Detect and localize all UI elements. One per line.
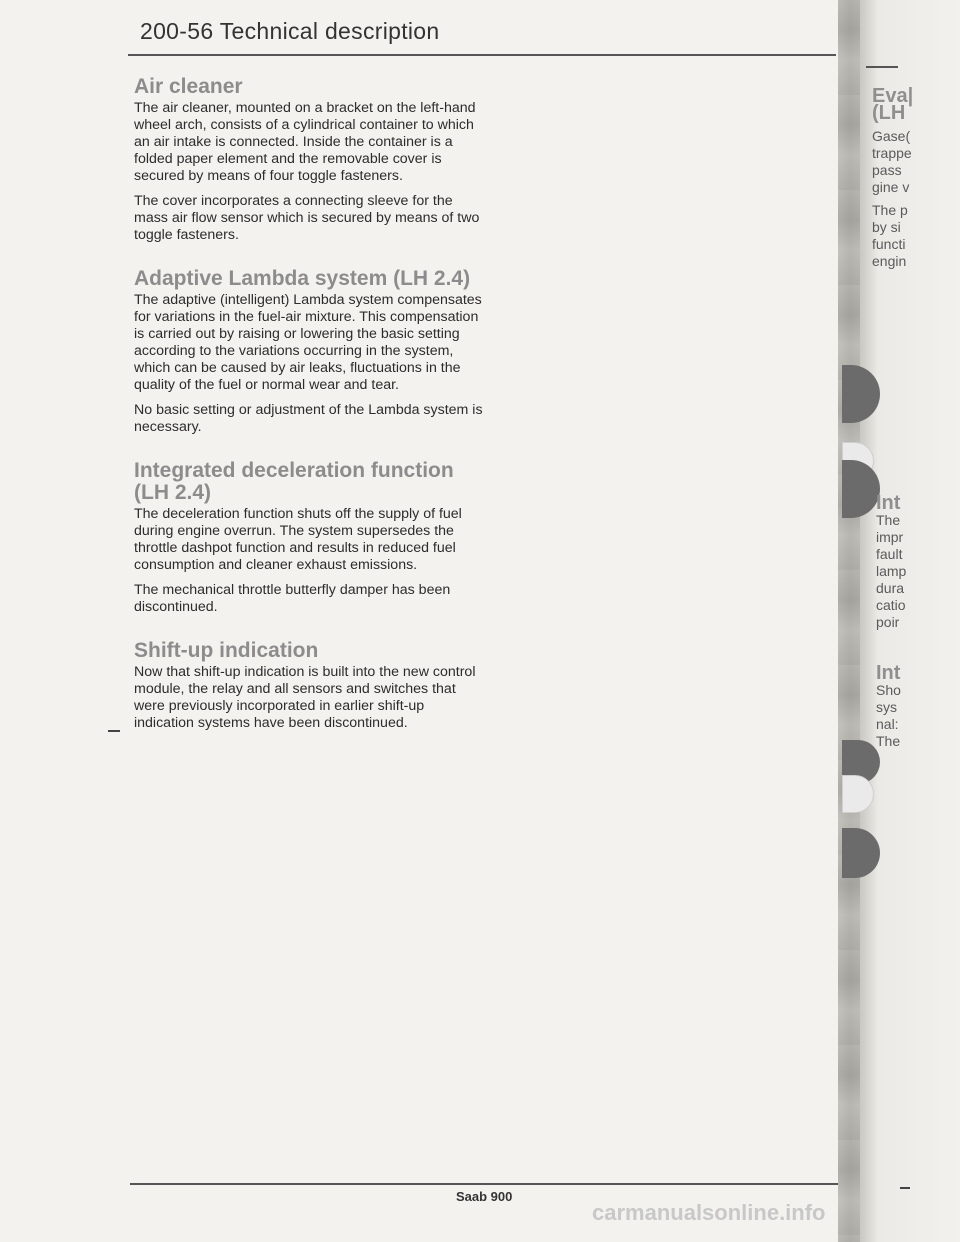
right-page-line: gine v <box>872 179 910 195</box>
right-page-line: by si <box>872 219 901 235</box>
paragraph: The air cleaner, mounted on a bracket on the left-hand wheel arch, consists of a cylindrical container to which an air intake is connected. Inside the container is a folded paper element and the removable cover is secured by means of four toggle fasteners. <box>134 100 476 184</box>
rp-dash <box>866 66 898 68</box>
paragraph: The mechanical throttle butterfly damper has been discontinued. <box>134 582 451 615</box>
right-page-content <box>872 85 914 270</box>
paragraph: The deceleration function shuts off the supply of fuel during engine overrun. The system supersedes the throttle dashpot function and results in reduced fuel consumption and cleaner exhaust emissions. <box>134 506 462 573</box>
margin-dash <box>108 730 120 732</box>
right-page-line: sys <box>876 699 897 715</box>
right-page-title: Int <box>876 492 901 514</box>
header-rule <box>128 54 836 56</box>
paragraph: The adaptive (intelligent) Lambda system compensates for variations in the fuel-air mixture. This compensation is carried out by raising or lowering the basic setting according to the variations occurring in the system, which can be caused by air leaks, fluctuations in the quality of the fuel or normal wear and tear. <box>134 292 482 393</box>
paragraph: Now that shift-up indication is built into the new control module, the relay and all sensors and switches that were previously incorporated in earlier shift-up indication systems have been discontinued. <box>134 664 476 731</box>
right-page-line: engin <box>872 253 907 269</box>
page-footer: Saab 900 <box>456 1189 513 1204</box>
section-title-shift-up: Shift-up indication <box>134 639 319 662</box>
right-page-line: Gase( <box>872 128 911 144</box>
page-header: 200-56 Technical description <box>140 18 440 44</box>
page-edge-shadow <box>838 0 860 1242</box>
paragraph: No basic setting or adjustment of the Lambda system is necessary. <box>134 402 483 435</box>
right-page-line: impr <box>876 529 904 545</box>
right-page-title: Eva| <box>872 85 914 107</box>
right-page-title: (LH <box>872 102 906 124</box>
section-title-deceleration: Integrated deceleration function (LH 2.4) <box>134 459 454 504</box>
right-page-line: nal: <box>876 716 899 732</box>
right-page-line: functi <box>872 236 906 252</box>
right-page-title: Int <box>876 662 901 684</box>
right-page-line: trappe <box>872 145 912 161</box>
right-page-line: dura <box>876 580 905 596</box>
right-page-line: Sho <box>876 682 901 698</box>
right-page-line: lamp <box>876 563 907 579</box>
watermark: carmanualsonline.info <box>592 1200 826 1225</box>
right-page-content <box>876 492 907 631</box>
right-page-line: The <box>876 512 901 528</box>
main-column <box>134 76 484 740</box>
right-page-line: fault <box>876 546 903 562</box>
right-page-content <box>876 662 901 750</box>
right-page-line: pass <box>872 162 902 178</box>
section-title-air-cleaner: Air cleaner <box>134 75 243 98</box>
section-title-adaptive-lambda: Adaptive Lambda system (LH 2.4) <box>134 267 471 290</box>
footer-rule <box>130 1183 838 1185</box>
right-page-line: poir <box>876 614 900 630</box>
right-page-line: catio <box>876 597 906 613</box>
rp-footer-dash <box>900 1187 910 1189</box>
paragraph: The cover incorporates a connecting sleeve for the mass air flow sensor which is secured by means of two toggle fasteners. <box>134 193 480 243</box>
right-page-line: The p <box>872 202 908 218</box>
right-page-line: The <box>876 733 901 749</box>
